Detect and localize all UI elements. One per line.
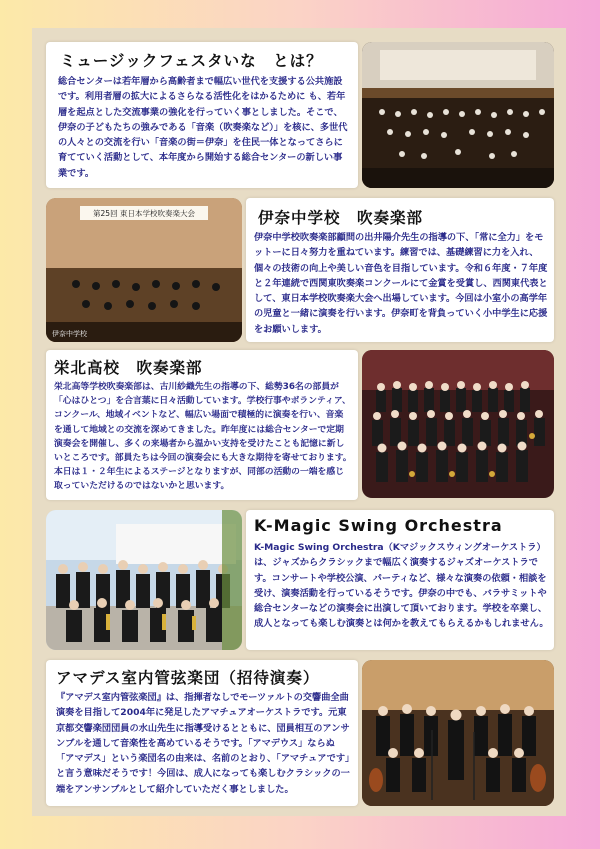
band-photo-caption: 伊奈中学校	[52, 330, 87, 338]
section-card-eihoku-high	[46, 350, 358, 500]
section-body-amades: 『アマデス室内管弦楽団』は、指揮者なしでモーツァルトの交響曲全曲演奏を目指して2004年に発足したアマチュアオーケストラです。元東京都交響楽団団員の水山先生に指導受けるとともに、団員相互のアンサンブルを通して音楽性を高めているそうです。「アマデウス」ならぬ「アマデス」という楽団名の由来は、名前のとおり、「アマチュアです」と言う意味だそうです！今回は、成人になっても楽しむクラシックの一端をアンサンブルとして紹介していただく事としました。	[56, 692, 350, 795]
jazz-orchestra-photo	[46, 510, 242, 650]
section-title-intro: ミュージックフェスタいな とは？	[60, 52, 323, 70]
section-body-ina-junior-high: 伊奈中学校吹奏楽部顧問の出井陽介先生の指導の下、「常に全力」をモットーに日々努力を重ねています。練習では、基礎練習に力を入れ、個々の技術の向上や美しい音色を目指しています。令和６年度・７年度と２年連続で西関東吹奏楽コンクールにて金賞を受賞し、西関東代表として、東日本学校吹奏楽大会へ出場しています。今回は小室小の高学年の児童と一緒に演奏を行います。伊奈町を背負っていく小中学生に応援をお願いします。	[254, 232, 548, 335]
chamber-orchestra-photo	[362, 660, 554, 806]
high-school-band-photo	[362, 350, 554, 498]
section-title-ina-junior-high: 伊奈中学校 吹奏楽部	[258, 209, 424, 227]
section-title-amades: アマデス室内管弦楽団（招待演奏）	[56, 669, 320, 687]
contest-sign-text: 第25回 東日本学校吹奏楽大会	[93, 209, 195, 218]
orchestra-hall-photo	[362, 42, 554, 188]
section-card-amades	[46, 660, 358, 806]
section-body-intro: 総合センターは若年層から高齢者まで幅広い世代を支援する公共施設です。利用者層の拡大によるさらなる活性化をはかるために も、若年層を起点とした交流事業の強化を行っていく事としました。そこで、伊奈の子どもたちの強みである「音楽（吹奏楽など）」を核に、多世代の人々との交流を行い「音楽の街＝伊奈」を住民一体となってさらに育てていく活動として、本年度から開始する総合センターの新しい事業です。	[58, 76, 348, 179]
section-title-eihoku-high: 栄北高校 吹奏楽部	[54, 359, 203, 377]
section-body-eihoku-high: 栄北高等学校吹奏楽部は、古川紗織先生の指導の下、総勢36名の部員が「心はひとつ」を合言葉に日々活動しています。学校行事やボランティア、コンクール、地域イベントなど、幅広い場面で積極的に演奏を行い、音楽を通して地域との交流を深めてきました。昨年度には総合センターで定期演奏会を開催し、多くの来場者から温かい支持を受けたことも記憶に新しいところです。部員たちは今回の演奏会にも大きな期待を寄せております。本日は１・２年生によるステージとなりますが、同部の活動の一端を感じ取っていただけるのではないかと思います。	[54, 382, 352, 492]
section-card-intro	[46, 42, 358, 188]
section-card-ina-junior-high	[246, 198, 554, 342]
section-card-k-magic	[246, 510, 554, 650]
section-body-k-magic: K-Magic Swing Orchestra（Kマジックスウィングオーケストラ）は、ジャズからクラシックまで幅広く演奏するジャズオーケストラです。コンサートや学校公演、パーティなど、様々な演奏の依頼・相談を受け、演奏活動を行っているそうです。伊奈の中でも、バラサミットや総合センターなどの演奏会に出演して頂いております。学校を卒業し、成人となっても楽しむ演奏とは何かを教えてもらえるかもしれません。	[254, 542, 549, 630]
section-title-k-magic: K-Magic Swing Orchestra	[254, 516, 503, 535]
band-contest-photo	[46, 198, 242, 342]
